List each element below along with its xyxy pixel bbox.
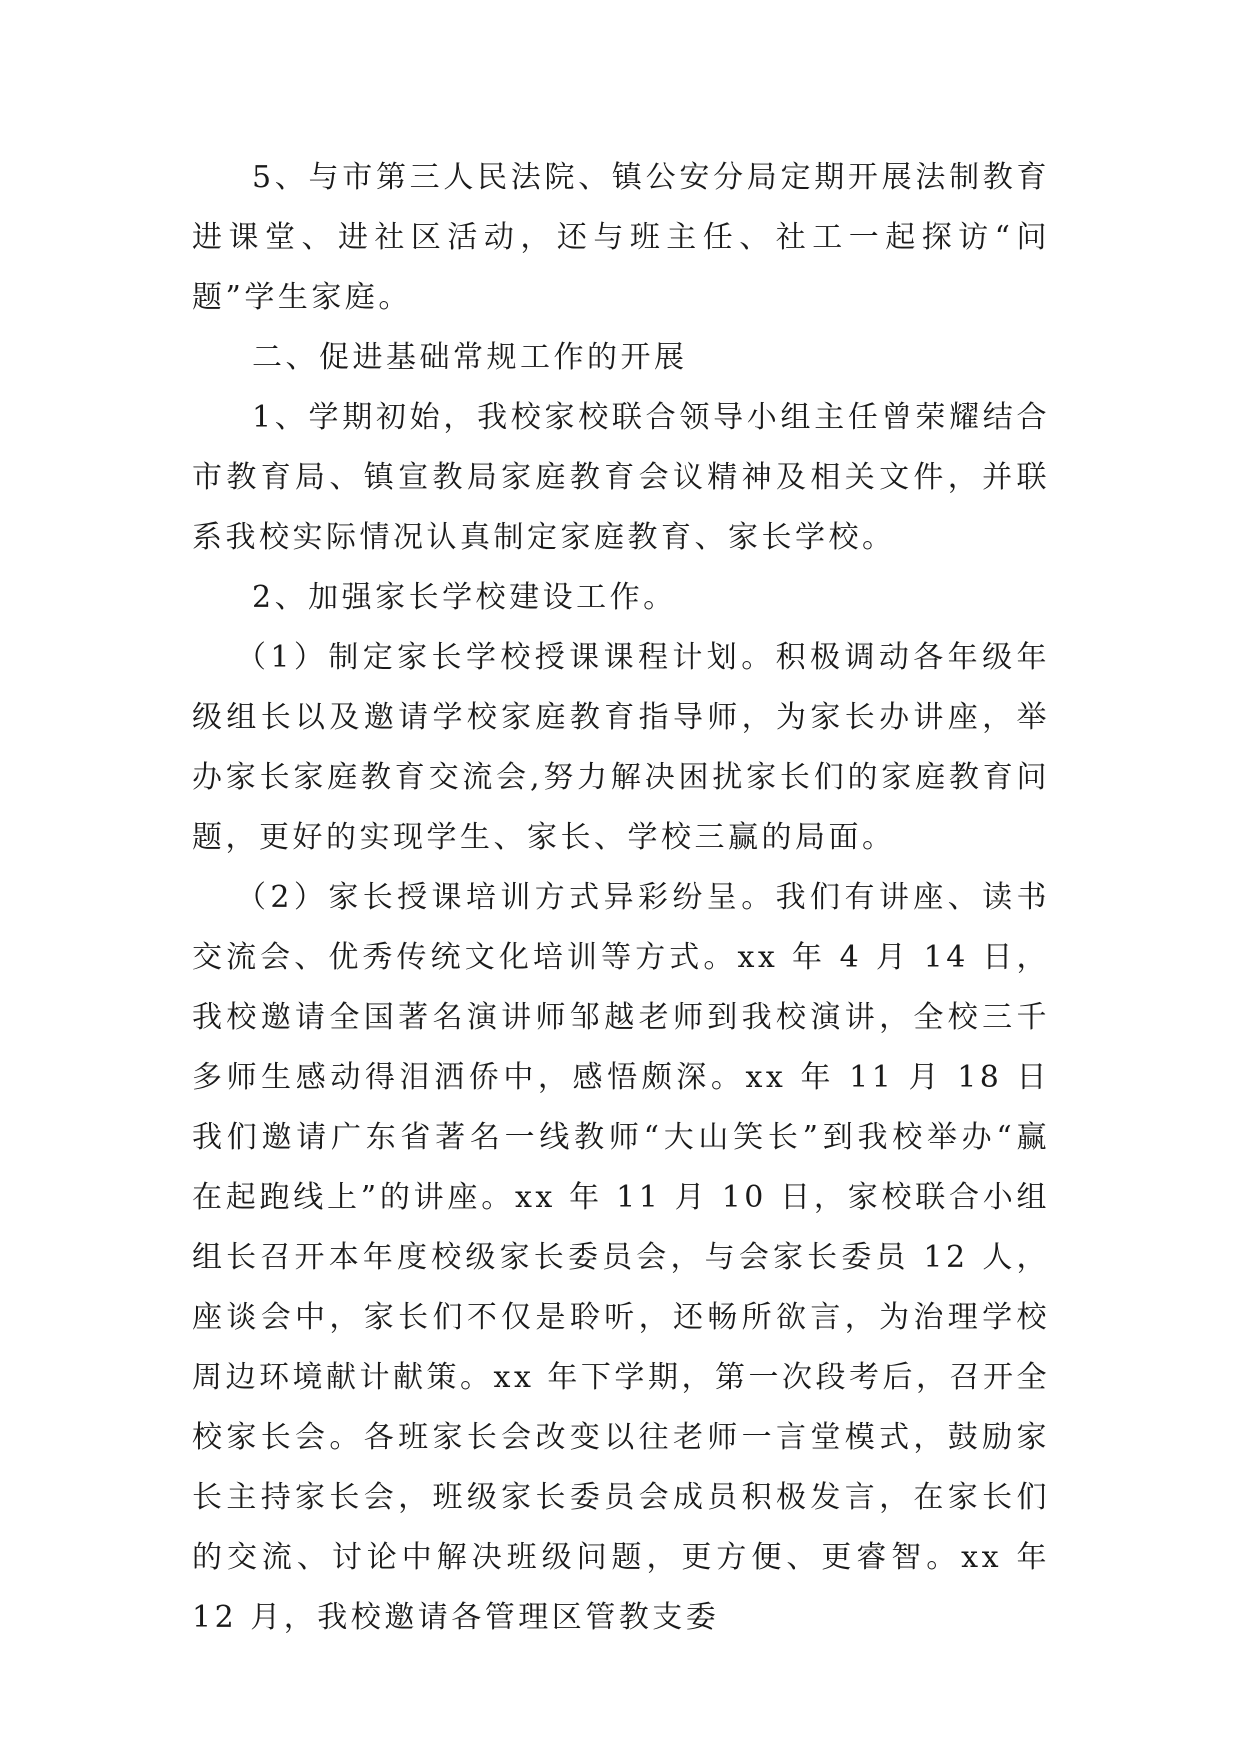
paragraph-item-1: 1、学期初始，我校家校联合领导小组主任曾荣耀结合市教育局、镇宣教局家庭教育会议精神及相关文件，并联系我校实际情况认真制定家庭教育、家长学校。 xyxy=(192,400,1050,555)
paragraph-subitem-1: （1）制定家长学校授课课程计划。积极调动各年级年级组长以及邀请学校家庭教育指导师，为家长办讲座，举办家长家庭教育交流会,努力解决困扰家长们的家庭教育问题，更好的实现学生、家长、学校三赢的局面。 xyxy=(192,640,1050,855)
paragraph-item-2: 2、加强家长学校建设工作。 xyxy=(252,580,677,615)
document-body xyxy=(192,148,1050,1648)
paragraph-item-5: 5、与市第三人民法院、镇公安分局定期开展法制教育进课堂、进社区活动，还与班主任、社工一起探访“问题”学生家庭。 xyxy=(192,160,1050,315)
section-heading-two: 二、促进基础常规工作的开展 xyxy=(252,340,688,375)
paragraph-subitem-2: （2）家长授课培训方式异彩纷呈。我们有讲座、读书交流会、优秀传统文化培训等方式。xx 年 4 月 14 日，我校邀请全国著名演讲师邹越老师到我校演讲，全校三千多师生感动得泪洒侨中，感悟颇深。xx 年 11 月 18 日我们邀请广东省著名一线教师“大山笑长”到我校举办“赢在起跑线上”的讲座。xx 年 11 月 10 日，家校联合小组组长召开本年度校级家长委员会，与会家长委员 12 人，座谈会中，家长们不仅是聆听，还畅所欲言，为治理学校周边环境献计献策。xx 年下学期，第一次段考后，召开全校家长会。各班家长会改变以往老师一言堂模式，鼓励家长主持家长会，班级家长委员会成员积极发言，在家长们的交流、讨论中解决班级问题，更方便、更睿智。xx 年 12 月，我校邀请各管理区管教支委 xyxy=(192,880,1050,1635)
